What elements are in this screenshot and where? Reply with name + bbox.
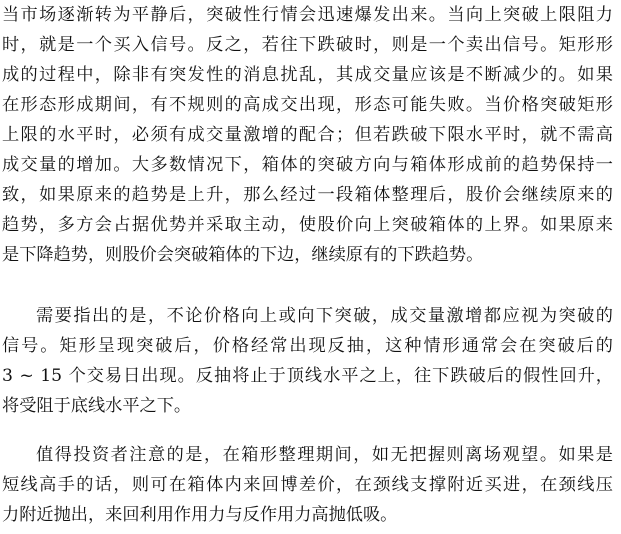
text-line: 在形态形成期间，有不规则的高成交出现，形态可能失败。当价格突破矩形 [2, 95, 613, 115]
text-line: 成交量的增加。大多数情况下，箱体的突破方向与箱体形成前的趋势保持一 [2, 155, 613, 175]
text-line: 致，如果原来的趋势是上升，那么经过一段箱体整理后，股价会继续原来的 [2, 185, 613, 205]
text-line: 信号。矩形呈现突破后，价格经常出现反抽，这种情形通常会在突破后的 [2, 336, 613, 356]
text-line: 当市场逐渐转为平静后，突破性行情会迅速爆发出来。当向上突破上限阻力 [2, 5, 613, 25]
text-line: 值得投资者注意的是，在箱形整理期间，如无把握则离场观望。如果是 [36, 445, 613, 465]
text-line: 将受阻于底线水平之下。 [2, 396, 192, 416]
text-line: 力附近抛出，来回利用作用力与反作用力高抛低吸。 [2, 505, 398, 525]
paragraph-3 [2, 440, 619, 530]
text-line: 时，就是一个买入信号。反之，若往下跌破时，则是一个卖出信号。矩形形 [2, 35, 613, 55]
text-line: 成的过程中，除非有突发性的消息扰乱，其成交量应该是不断减少的。如果 [2, 65, 613, 85]
text-line: 3 ~ 15 个交易日出现。反抽将止于顶线水平之上，往下跌破后的假性回升， [2, 366, 613, 386]
text-line: 短线高手的话，则可在箱体内来回博差价，在颈线支撑附近买进，在颈线压 [2, 475, 613, 495]
text-line: 需要指出的是，不论价格向上或向下突破，成交量激增都应视为突破的 [36, 306, 613, 326]
text-line: 趋势，多方会占据优势并采取主动，使股价向上突破箱体的上界。如果原来 [2, 215, 613, 235]
text-line: 上限的水平时，必须有成交量激增的配合；但若跌破下限水平时，就不需高 [2, 125, 613, 145]
paragraph-1 [2, 0, 619, 270]
text-line: 是下降趋势，则股价会突破箱体的下边，继续原有的下跌趋势。 [2, 245, 484, 265]
paragraph-2 [2, 301, 619, 421]
